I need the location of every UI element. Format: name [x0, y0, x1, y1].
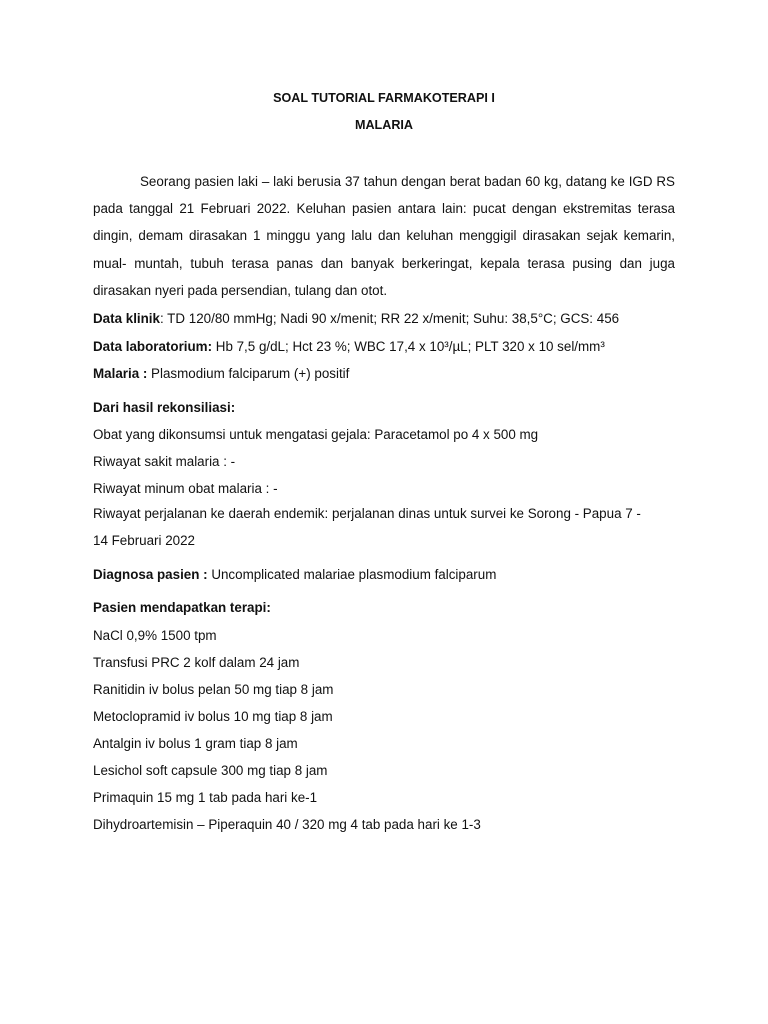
malaria-history-line: Riwayat sakit malaria : - [93, 454, 236, 469]
symptom-drugs-line: Obat yang dikonsumsi untuk mengatasi gejala: Paracetamol po 4 x 500 mg [93, 427, 539, 442]
therapy-item: Dihydroartemisin – Piperaquin 40 / 320 mg 4 tab pada hari ke 1-3 [93, 817, 481, 832]
therapy-item: NaCl 0,9% 1500 tpm [93, 628, 217, 643]
reconciliation-heading: Dari hasil rekonsiliasi: [93, 400, 236, 415]
malaria-line [93, 366, 675, 381]
diagnosis-line [93, 567, 675, 582]
lab-data-label: Data laboratorium: [93, 339, 213, 354]
therapy-item: Ranitidin iv bolus pelan 50 mg tiap 8 jam [93, 682, 334, 697]
clinical-data-label: Data klinik [93, 311, 160, 326]
travel-history-line-2: 14 Februari 2022 [93, 533, 195, 548]
lab-data-line [93, 339, 675, 354]
travel-history-line-1: Riwayat perjalanan ke daerah endemik: perjalanan dinas untuk survei ke Sorong - Papua 7 - [93, 506, 641, 521]
therapy-item: Metoclopramid iv bolus 10 mg tiap 8 jam [93, 709, 333, 724]
diagnosis-value: Uncomplicated malariae plasmodium falciparum [207, 567, 497, 582]
malaria-label: Malaria : [93, 366, 148, 381]
therapy-heading: Pasien mendapatkan terapi: [93, 600, 271, 615]
case-paragraph-text: Seorang pasien laki – laki berusia 37 tahun dengan berat badan 60 kg, datang ke IGD RS pada tanggal 21 Februari 2022. Keluhan pasien antara lain: pucat dengan ekstremitas terasa dingin, demam dirasakan 1 minggu yang lalu dan keluhan menggigil dirasakan sejak kemarin, mual- muntah, tubuh terasa panas dan banyak berkeringat, kepala terasa pusing dan juga dirasakan nyeri pada persendian, tulang dan otot. [93, 174, 675, 298]
clinical-data-line [93, 311, 675, 326]
malaria-drug-history-line: Riwayat minum obat malaria : - [93, 481, 278, 496]
therapy-item: Transfusi PRC 2 kolf dalam 24 jam [93, 655, 300, 670]
document-subtitle: MALARIA [354, 118, 414, 132]
therapy-item: Primaquin 15 mg 1 tab pada hari ke-1 [93, 790, 318, 805]
clinical-data-value: : TD 120/80 mmHg; Nadi 90 x/menit; RR 22 x/menit; Suhu: 38,5°C; GCS: 456 [159, 311, 620, 326]
diagnosis-label: Diagnosa pasien : [93, 567, 208, 582]
document-title: SOAL TUTORIAL FARMAKOTERAPI I [273, 91, 495, 105]
malaria-value: Plasmodium falciparum (+) positif [147, 366, 350, 381]
lab-data-value: Hb 7,5 g/dL; Hct 23 %; WBC 17,4 x 10³/µL; PLT 320 x 10 sel/mm³ [212, 339, 605, 354]
therapy-item: Antalgin iv bolus 1 gram tiap 8 jam [93, 736, 298, 751]
case-description [93, 168, 675, 304]
therapy-item: Lesichol soft capsule 300 mg tiap 8 jam [93, 763, 328, 778]
